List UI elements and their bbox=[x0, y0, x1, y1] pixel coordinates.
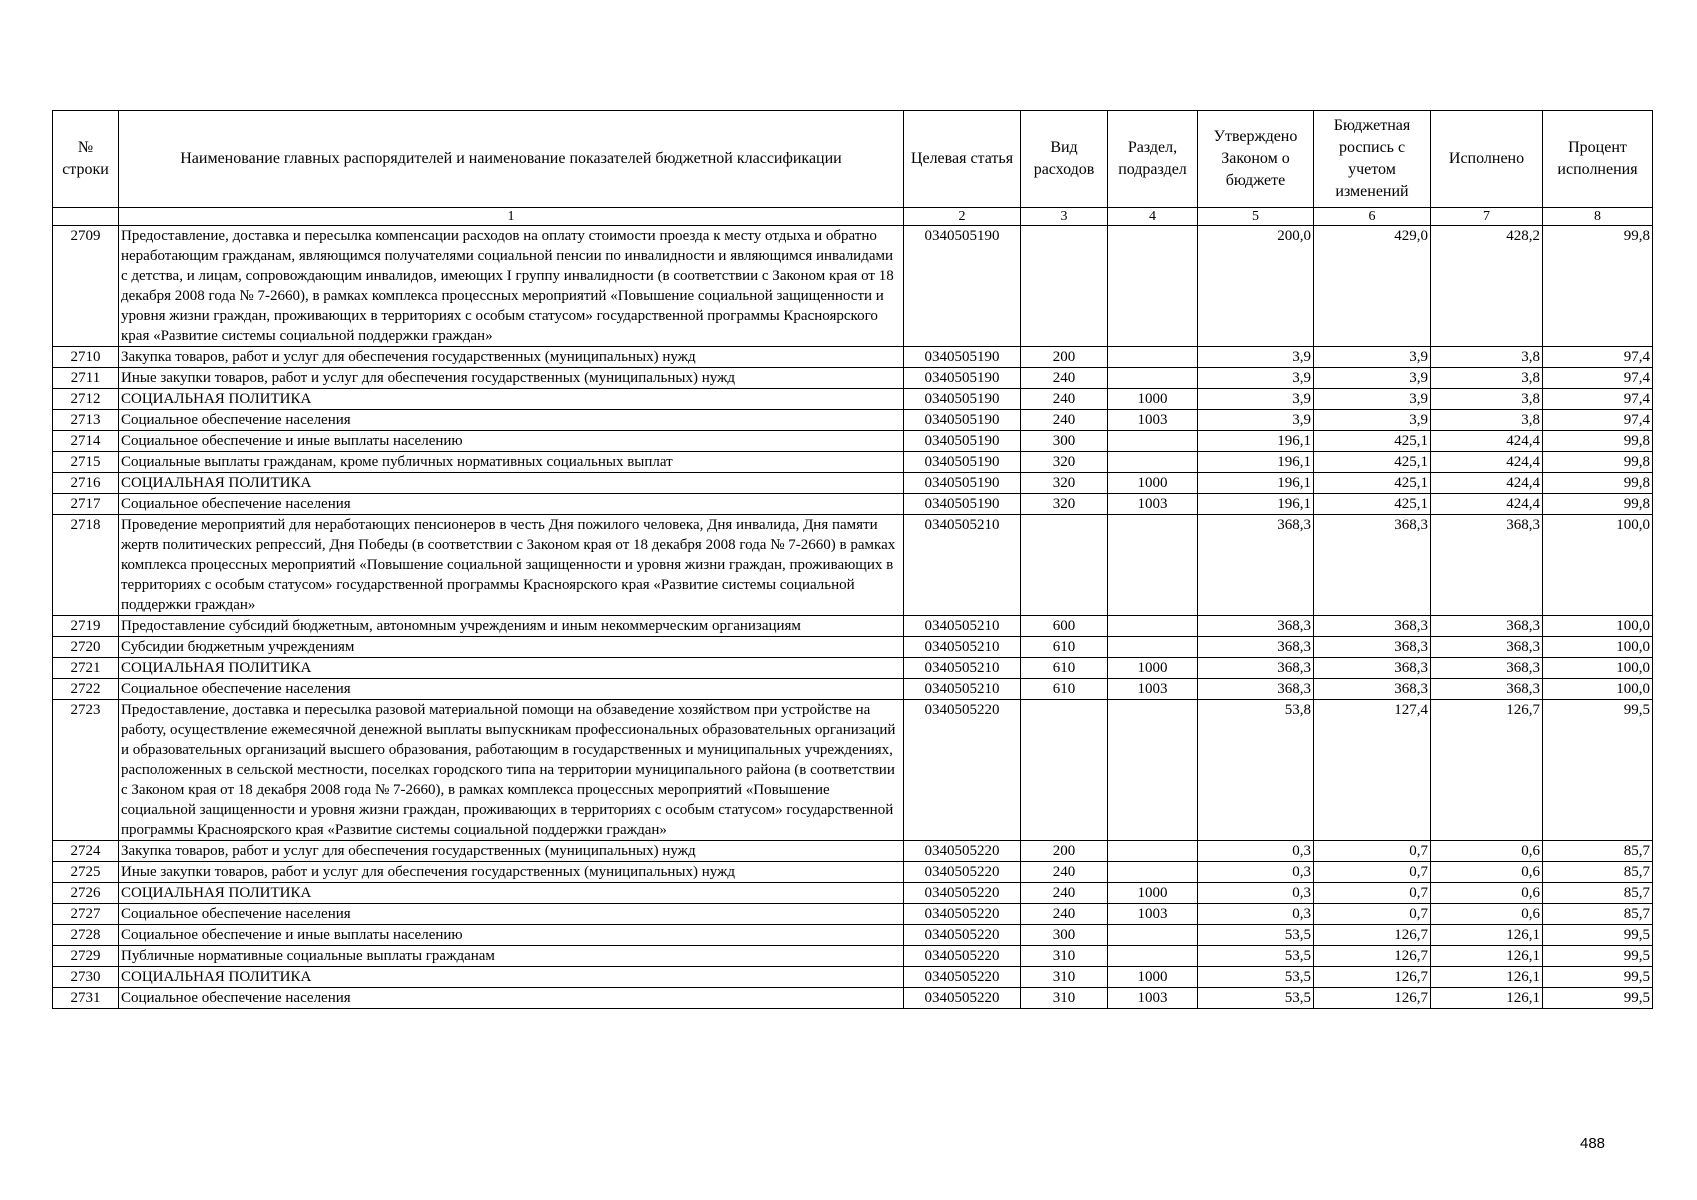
row-section bbox=[1108, 946, 1198, 967]
row-approved: 3,9 bbox=[1198, 368, 1314, 389]
row-number: 2717 bbox=[53, 494, 119, 515]
row-percent: 97,4 bbox=[1543, 368, 1653, 389]
table-row bbox=[53, 515, 1653, 616]
row-name: Иные закупки товаров, работ и услуг для обеспечения государственных (муниципальных) нужд bbox=[119, 368, 904, 389]
row-percent: 99,8 bbox=[1543, 473, 1653, 494]
row-executed: 0,6 bbox=[1431, 883, 1543, 904]
row-name: СОЦИАЛЬНАЯ ПОЛИТИКА bbox=[119, 473, 904, 494]
row-budget-schedule: 368,3 bbox=[1314, 515, 1431, 616]
header-row bbox=[53, 111, 1653, 208]
row-approved: 368,3 bbox=[1198, 658, 1314, 679]
page-number: 488 bbox=[1580, 1135, 1606, 1152]
row-section bbox=[1108, 862, 1198, 883]
table-row bbox=[53, 862, 1653, 883]
header-approved: Утверждено Законом о бюджете bbox=[1198, 111, 1314, 208]
row-target-article: 0340505220 bbox=[904, 841, 1021, 862]
row-budget-schedule: 429,0 bbox=[1314, 226, 1431, 347]
row-name: Социальное обеспечение и иные выплаты населению bbox=[119, 925, 904, 946]
row-name: Иные закупки товаров, работ и услуг для обеспечения государственных (муниципальных) нужд bbox=[119, 862, 904, 883]
row-executed: 424,4 bbox=[1431, 473, 1543, 494]
row-section bbox=[1108, 700, 1198, 841]
row-executed: 3,8 bbox=[1431, 368, 1543, 389]
row-section: 1000 bbox=[1108, 658, 1198, 679]
row-expense-type: 300 bbox=[1021, 925, 1108, 946]
row-target-article: 0340505220 bbox=[904, 946, 1021, 967]
column-numbers-row bbox=[53, 208, 1653, 226]
row-target-article: 0340505210 bbox=[904, 679, 1021, 700]
row-percent: 85,7 bbox=[1543, 883, 1653, 904]
row-number: 2713 bbox=[53, 410, 119, 431]
row-percent: 99,8 bbox=[1543, 431, 1653, 452]
table-row bbox=[53, 347, 1653, 368]
row-expense-type: 200 bbox=[1021, 347, 1108, 368]
row-expense-type: 240 bbox=[1021, 904, 1108, 925]
row-executed: 3,8 bbox=[1431, 347, 1543, 368]
table-row bbox=[53, 637, 1653, 658]
row-number: 2711 bbox=[53, 368, 119, 389]
row-approved: 3,9 bbox=[1198, 410, 1314, 431]
row-number: 2727 bbox=[53, 904, 119, 925]
row-approved: 0,3 bbox=[1198, 841, 1314, 862]
row-expense-type bbox=[1021, 226, 1108, 347]
row-budget-schedule: 0,7 bbox=[1314, 841, 1431, 862]
row-budget-schedule: 126,7 bbox=[1314, 946, 1431, 967]
row-executed: 368,3 bbox=[1431, 637, 1543, 658]
row-expense-type: 240 bbox=[1021, 883, 1108, 904]
row-executed: 0,6 bbox=[1431, 904, 1543, 925]
column-number: 1 bbox=[119, 208, 904, 226]
row-expense-type: 310 bbox=[1021, 946, 1108, 967]
row-name: Публичные нормативные социальные выплаты гражданам bbox=[119, 946, 904, 967]
row-section: 1000 bbox=[1108, 389, 1198, 410]
row-section bbox=[1108, 925, 1198, 946]
row-approved: 0,3 bbox=[1198, 904, 1314, 925]
row-expense-type bbox=[1021, 515, 1108, 616]
row-target-article: 0340505190 bbox=[904, 226, 1021, 347]
row-approved: 53,5 bbox=[1198, 988, 1314, 1009]
row-target-article: 0340505210 bbox=[904, 616, 1021, 637]
row-section: 1003 bbox=[1108, 904, 1198, 925]
row-expense-type: 300 bbox=[1021, 431, 1108, 452]
row-approved: 0,3 bbox=[1198, 883, 1314, 904]
column-number: 3 bbox=[1021, 208, 1108, 226]
row-percent: 100,0 bbox=[1543, 515, 1653, 616]
row-percent: 99,8 bbox=[1543, 452, 1653, 473]
row-number: 2710 bbox=[53, 347, 119, 368]
row-section: 1003 bbox=[1108, 410, 1198, 431]
row-name: Предоставление субсидий бюджетным, автономным учреждениям и иным некоммерческим организациям bbox=[119, 616, 904, 637]
row-expense-type: 240 bbox=[1021, 410, 1108, 431]
row-name: СОЦИАЛЬНАЯ ПОЛИТИКА bbox=[119, 658, 904, 679]
row-budget-schedule: 126,7 bbox=[1314, 925, 1431, 946]
row-expense-type: 310 bbox=[1021, 988, 1108, 1009]
row-executed: 368,3 bbox=[1431, 658, 1543, 679]
row-section: 1000 bbox=[1108, 967, 1198, 988]
row-percent: 99,5 bbox=[1543, 946, 1653, 967]
table-row bbox=[53, 389, 1653, 410]
row-section bbox=[1108, 637, 1198, 658]
row-target-article: 0340505190 bbox=[904, 473, 1021, 494]
row-section bbox=[1108, 226, 1198, 347]
row-expense-type: 320 bbox=[1021, 473, 1108, 494]
row-approved: 200,0 bbox=[1198, 226, 1314, 347]
row-budget-schedule: 368,3 bbox=[1314, 637, 1431, 658]
row-budget-schedule: 127,4 bbox=[1314, 700, 1431, 841]
row-approved: 53,8 bbox=[1198, 700, 1314, 841]
row-section: 1003 bbox=[1108, 679, 1198, 700]
row-number: 2729 bbox=[53, 946, 119, 967]
row-expense-type: 600 bbox=[1021, 616, 1108, 637]
table-row bbox=[53, 946, 1653, 967]
table-body bbox=[53, 226, 1653, 1009]
row-target-article: 0340505210 bbox=[904, 637, 1021, 658]
row-number: 2718 bbox=[53, 515, 119, 616]
table-row bbox=[53, 431, 1653, 452]
header-executed: Исполнено bbox=[1431, 111, 1543, 208]
row-name: Предоставление, доставка и пересылка разовой материальной помощи на обзаведение хозяйством при устройстве на работу, осуществление ежемесячной денежной выплаты выпускникам профессиональных образовательных организаций и образовательных организаций высшего образования, работающим в государственных и муниципальных учреждениях, расположенных в сельской местности, поселках городского типа на территории муниципального района (в соответствии с Законом края от 18 декабря 2008 года № 7-2660), в рамках комплекса процессных мероприятий «Повышение социальной защищенности и уровня жизни граждан, проживающих в территориях с особым статусом» государственной программы Красноярского края «Развитие системы социальной поддержки граждан» bbox=[119, 700, 904, 841]
row-name: Закупка товаров, работ и услуг для обеспечения государственных (муниципальных) нужд bbox=[119, 841, 904, 862]
column-number-empty bbox=[53, 208, 119, 226]
row-expense-type: 610 bbox=[1021, 679, 1108, 700]
row-section: 1003 bbox=[1108, 988, 1198, 1009]
row-executed: 0,6 bbox=[1431, 862, 1543, 883]
row-target-article: 0340505210 bbox=[904, 515, 1021, 616]
row-expense-type: 610 bbox=[1021, 658, 1108, 679]
column-number: 4 bbox=[1108, 208, 1198, 226]
budget-table bbox=[52, 110, 1653, 1009]
row-executed: 126,1 bbox=[1431, 988, 1543, 1009]
row-approved: 368,3 bbox=[1198, 679, 1314, 700]
row-executed: 126,1 bbox=[1431, 946, 1543, 967]
table-row bbox=[53, 967, 1653, 988]
row-expense-type: 320 bbox=[1021, 452, 1108, 473]
header-budget-schedule: Бюджетная роспись с учетом изменений bbox=[1314, 111, 1431, 208]
row-budget-schedule: 3,9 bbox=[1314, 410, 1431, 431]
row-budget-schedule: 0,7 bbox=[1314, 904, 1431, 925]
row-number: 2722 bbox=[53, 679, 119, 700]
header-target-article: Целевая статья bbox=[904, 111, 1021, 208]
table-row bbox=[53, 410, 1653, 431]
row-executed: 126,1 bbox=[1431, 967, 1543, 988]
table-row bbox=[53, 925, 1653, 946]
column-number: 8 bbox=[1543, 208, 1653, 226]
row-budget-schedule: 368,3 bbox=[1314, 679, 1431, 700]
row-approved: 0,3 bbox=[1198, 862, 1314, 883]
row-number: 2714 bbox=[53, 431, 119, 452]
table-row bbox=[53, 988, 1653, 1009]
row-section bbox=[1108, 616, 1198, 637]
row-name: Предоставление, доставка и пересылка компенсации расходов на оплату стоимости проезда к месту отдыха и обратно неработающим гражданам, являющимся получателями социальной пенсии по инвалидности и являющимся инвалидами с детства, и лицам, сопровождающим инвалидов, имеющих I группу инвалидности (в соответствии с Законом края от 18 декабря 2008 года № 7-2660), в рамках комплекса процессных мероприятий «Повышение социальной защищенности и уровня жизни граждан, проживающих в территориях с особым статусом» государственной программы Красноярского края «Развитие системы социальной поддержки граждан» bbox=[119, 226, 904, 347]
table-row bbox=[53, 473, 1653, 494]
row-number: 2709 bbox=[53, 226, 119, 347]
row-executed: 126,1 bbox=[1431, 925, 1543, 946]
row-name: СОЦИАЛЬНАЯ ПОЛИТИКА bbox=[119, 389, 904, 410]
column-number: 6 bbox=[1314, 208, 1431, 226]
row-approved: 53,5 bbox=[1198, 925, 1314, 946]
row-section bbox=[1108, 431, 1198, 452]
row-expense-type bbox=[1021, 700, 1108, 841]
row-number: 2715 bbox=[53, 452, 119, 473]
row-name: Субсидии бюджетным учреждениям bbox=[119, 637, 904, 658]
table-row bbox=[53, 658, 1653, 679]
column-number: 2 bbox=[904, 208, 1021, 226]
row-executed: 424,4 bbox=[1431, 494, 1543, 515]
row-approved: 368,3 bbox=[1198, 616, 1314, 637]
table-row bbox=[53, 904, 1653, 925]
row-number: 2725 bbox=[53, 862, 119, 883]
row-expense-type: 240 bbox=[1021, 368, 1108, 389]
row-name: Социальное обеспечение населения bbox=[119, 904, 904, 925]
row-approved: 196,1 bbox=[1198, 473, 1314, 494]
row-budget-schedule: 425,1 bbox=[1314, 473, 1431, 494]
row-number: 2720 bbox=[53, 637, 119, 658]
row-percent: 99,8 bbox=[1543, 226, 1653, 347]
row-target-article: 0340505190 bbox=[904, 431, 1021, 452]
row-target-article: 0340505220 bbox=[904, 700, 1021, 841]
row-target-article: 0340505220 bbox=[904, 862, 1021, 883]
row-number: 2724 bbox=[53, 841, 119, 862]
row-name: Социальное обеспечение и иные выплаты населению bbox=[119, 431, 904, 452]
row-percent: 100,0 bbox=[1543, 637, 1653, 658]
row-target-article: 0340505190 bbox=[904, 389, 1021, 410]
row-number: 2731 bbox=[53, 988, 119, 1009]
row-executed: 126,7 bbox=[1431, 700, 1543, 841]
row-approved: 196,1 bbox=[1198, 431, 1314, 452]
header-row-no: № строки bbox=[53, 111, 119, 208]
row-budget-schedule: 368,3 bbox=[1314, 616, 1431, 637]
row-name: Социальное обеспечение населения bbox=[119, 494, 904, 515]
row-section: 1000 bbox=[1108, 883, 1198, 904]
column-number: 5 bbox=[1198, 208, 1314, 226]
row-approved: 53,5 bbox=[1198, 946, 1314, 967]
row-budget-schedule: 3,9 bbox=[1314, 347, 1431, 368]
row-percent: 97,4 bbox=[1543, 389, 1653, 410]
row-executed: 368,3 bbox=[1431, 679, 1543, 700]
row-percent: 99,5 bbox=[1543, 988, 1653, 1009]
row-number: 2723 bbox=[53, 700, 119, 841]
row-name: Социальное обеспечение населения bbox=[119, 679, 904, 700]
row-target-article: 0340505220 bbox=[904, 925, 1021, 946]
row-expense-type: 610 bbox=[1021, 637, 1108, 658]
row-target-article: 0340505190 bbox=[904, 494, 1021, 515]
row-number: 2728 bbox=[53, 925, 119, 946]
row-percent: 85,7 bbox=[1543, 862, 1653, 883]
row-percent: 99,5 bbox=[1543, 925, 1653, 946]
row-percent: 99,8 bbox=[1543, 494, 1653, 515]
table-row bbox=[53, 452, 1653, 473]
row-executed: 428,2 bbox=[1431, 226, 1543, 347]
row-target-article: 0340505220 bbox=[904, 883, 1021, 904]
row-name: Социальное обеспечение населения bbox=[119, 410, 904, 431]
row-executed: 368,3 bbox=[1431, 616, 1543, 637]
row-approved: 368,3 bbox=[1198, 515, 1314, 616]
row-budget-schedule: 0,7 bbox=[1314, 883, 1431, 904]
column-number: 7 bbox=[1431, 208, 1543, 226]
row-budget-schedule: 126,7 bbox=[1314, 967, 1431, 988]
row-budget-schedule: 0,7 bbox=[1314, 862, 1431, 883]
header-expense-type: Вид расходов bbox=[1021, 111, 1108, 208]
row-number: 2721 bbox=[53, 658, 119, 679]
row-approved: 196,1 bbox=[1198, 452, 1314, 473]
row-executed: 368,3 bbox=[1431, 515, 1543, 616]
row-number: 2716 bbox=[53, 473, 119, 494]
row-executed: 424,4 bbox=[1431, 431, 1543, 452]
row-executed: 0,6 bbox=[1431, 841, 1543, 862]
row-budget-schedule: 3,9 bbox=[1314, 389, 1431, 410]
table-row bbox=[53, 226, 1653, 347]
row-target-article: 0340505190 bbox=[904, 452, 1021, 473]
row-approved: 53,5 bbox=[1198, 967, 1314, 988]
row-expense-type: 200 bbox=[1021, 841, 1108, 862]
table-row bbox=[53, 883, 1653, 904]
row-target-article: 0340505190 bbox=[904, 368, 1021, 389]
row-section: 1003 bbox=[1108, 494, 1198, 515]
row-expense-type: 240 bbox=[1021, 862, 1108, 883]
row-expense-type: 240 bbox=[1021, 389, 1108, 410]
row-budget-schedule: 425,1 bbox=[1314, 452, 1431, 473]
header-percent: Процент исполнения bbox=[1543, 111, 1653, 208]
row-section bbox=[1108, 841, 1198, 862]
row-name: Закупка товаров, работ и услуг для обеспечения государственных (муниципальных) нужд bbox=[119, 347, 904, 368]
row-section bbox=[1108, 515, 1198, 616]
row-percent: 97,4 bbox=[1543, 410, 1653, 431]
row-executed: 3,8 bbox=[1431, 410, 1543, 431]
row-percent: 85,7 bbox=[1543, 904, 1653, 925]
header-section: Раздел, подраздел bbox=[1108, 111, 1198, 208]
row-approved: 3,9 bbox=[1198, 389, 1314, 410]
row-budget-schedule: 425,1 bbox=[1314, 431, 1431, 452]
header-name: Наименование главных распорядителей и наименование показателей бюджетной классификации bbox=[119, 111, 904, 208]
row-number: 2730 bbox=[53, 967, 119, 988]
row-name: СОЦИАЛЬНАЯ ПОЛИТИКА bbox=[119, 967, 904, 988]
row-budget-schedule: 3,9 bbox=[1314, 368, 1431, 389]
row-section bbox=[1108, 368, 1198, 389]
row-name: Социальное обеспечение населения bbox=[119, 988, 904, 1009]
row-approved: 196,1 bbox=[1198, 494, 1314, 515]
row-executed: 3,8 bbox=[1431, 389, 1543, 410]
row-target-article: 0340505190 bbox=[904, 410, 1021, 431]
row-target-article: 0340505220 bbox=[904, 904, 1021, 925]
row-budget-schedule: 368,3 bbox=[1314, 658, 1431, 679]
row-number: 2726 bbox=[53, 883, 119, 904]
row-section: 1000 bbox=[1108, 473, 1198, 494]
row-percent: 100,0 bbox=[1543, 679, 1653, 700]
row-percent: 97,4 bbox=[1543, 347, 1653, 368]
row-target-article: 0340505220 bbox=[904, 988, 1021, 1009]
row-number: 2712 bbox=[53, 389, 119, 410]
row-expense-type: 320 bbox=[1021, 494, 1108, 515]
row-approved: 3,9 bbox=[1198, 347, 1314, 368]
row-budget-schedule: 126,7 bbox=[1314, 988, 1431, 1009]
row-percent: 99,5 bbox=[1543, 967, 1653, 988]
row-percent: 85,7 bbox=[1543, 841, 1653, 862]
row-percent: 100,0 bbox=[1543, 658, 1653, 679]
table-row bbox=[53, 368, 1653, 389]
table-row bbox=[53, 841, 1653, 862]
row-number: 2719 bbox=[53, 616, 119, 637]
row-approved: 368,3 bbox=[1198, 637, 1314, 658]
row-percent: 100,0 bbox=[1543, 616, 1653, 637]
row-target-article: 0340505190 bbox=[904, 347, 1021, 368]
row-target-article: 0340505210 bbox=[904, 658, 1021, 679]
row-target-article: 0340505220 bbox=[904, 967, 1021, 988]
row-expense-type: 310 bbox=[1021, 967, 1108, 988]
row-percent: 99,5 bbox=[1543, 700, 1653, 841]
row-name: Проведение мероприятий для неработающих пенсионеров в честь Дня пожилого человека, Дня инвалида, Дня памяти жертв политических репрессий, Дня Победы (в соответствии с Законом края от 18 декабря 2008 года № 7-2660) в рамках комплекса процессных мероприятий «Повышение социальной защищенности и уровня жизни граждан, проживающих в территориях с особым статусом» государственной программы Красноярского края «Развитие системы социальной поддержки граждан» bbox=[119, 515, 904, 616]
table-row bbox=[53, 700, 1653, 841]
row-name: Социальные выплаты гражданам, кроме публичных нормативных социальных выплат bbox=[119, 452, 904, 473]
row-section bbox=[1108, 347, 1198, 368]
row-budget-schedule: 425,1 bbox=[1314, 494, 1431, 515]
row-section bbox=[1108, 452, 1198, 473]
table-row bbox=[53, 679, 1653, 700]
row-name: СОЦИАЛЬНАЯ ПОЛИТИКА bbox=[119, 883, 904, 904]
table-row bbox=[53, 494, 1653, 515]
row-executed: 424,4 bbox=[1431, 452, 1543, 473]
table-row bbox=[53, 616, 1653, 637]
